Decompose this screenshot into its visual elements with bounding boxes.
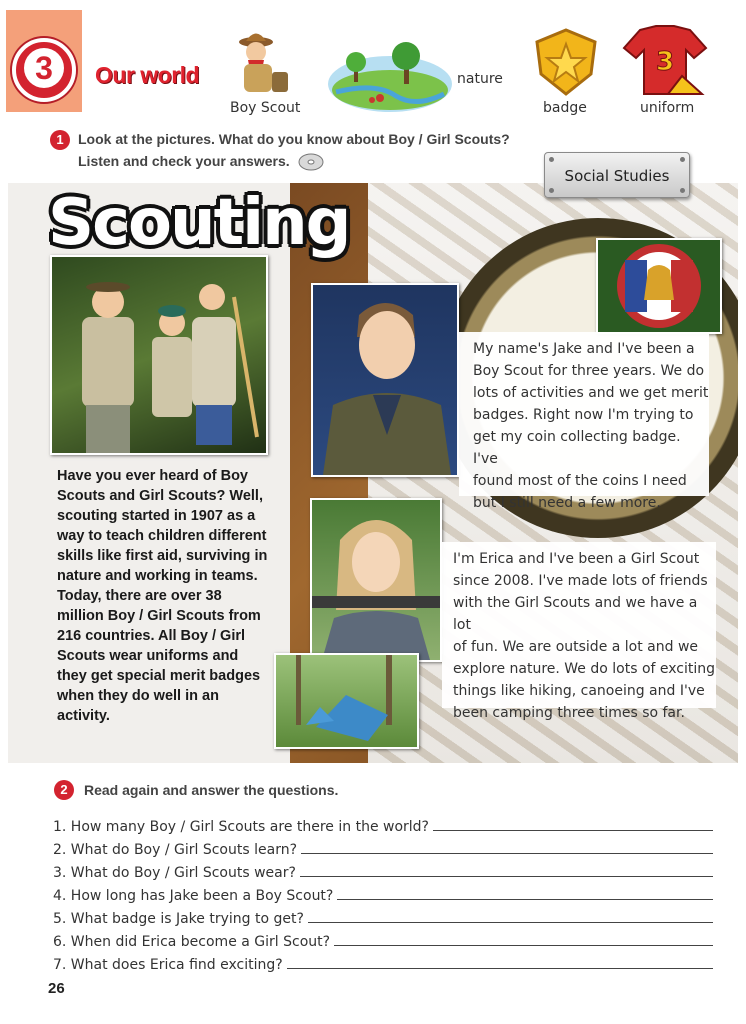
- task1-line2-text: Listen and check your answers.: [78, 153, 290, 169]
- tent-illustration: [276, 655, 417, 747]
- question-row: [53, 927, 713, 950]
- jake-text-box: [459, 332, 709, 511]
- article-title: Scouting: [48, 186, 350, 260]
- jake-paragraph: My name's Jake and I've been a Boy Scout for three years. We do lots of activities and we get merit badges. Right now I'm trying to get my coin collecting badge. I've found most of the coins I need but I still need a few more.: [473, 341, 709, 511]
- answer-line[interactable]: [287, 968, 713, 969]
- camping-photo: [274, 653, 419, 749]
- answer-line[interactable]: [433, 830, 713, 831]
- question-row: [53, 904, 713, 927]
- audio-cd-icon[interactable]: [298, 153, 324, 171]
- subject-tag: [544, 152, 690, 198]
- question-list: [53, 812, 713, 973]
- task-number-1: 1: [50, 130, 70, 150]
- vocab-label-boy-scout: Boy Scout: [230, 100, 301, 116]
- erica-paragraph: I'm Erica and I've been a Girl Scout since 2008. I've made lots of friends with the Girl Scouts and we have a lot of fun. We are outside a lot and we explore nature. We do lots of exciting things like hiking, canoeing and I've been camping three times so far.: [453, 551, 716, 721]
- subject-tag-label: Social Studies: [564, 167, 670, 185]
- question-row: [53, 812, 713, 835]
- task-number-2: 2: [54, 780, 74, 800]
- question-text: 2. What do Boy / Girl Scouts learn?: [53, 842, 298, 858]
- article-intro: Have you ever heard of Boy Scouts and Girl Scouts? Well, scouting started in 1907 as a way to teach children different skills like first aid, surviving in nature and working in teams. Today, there are over 38 million Boy / Girl Scouts from 216 countries. All Boy / Girl Scouts wear uniforms and they get special merit badges when they do well in an activity.: [57, 468, 268, 724]
- unit-number: 3: [24, 48, 64, 88]
- vocab-label-uniform: uniform: [640, 100, 695, 116]
- unit-title: Our world: [95, 62, 200, 88]
- liberty-bell-badge: [598, 240, 720, 332]
- question-text: 5. What badge is Jake trying to get?: [53, 911, 304, 927]
- question-row: [53, 858, 713, 881]
- svg-text:3: 3: [656, 47, 675, 77]
- badge-icon: [531, 28, 601, 96]
- unit-number-badge: [12, 38, 76, 102]
- erica-photo: [310, 498, 442, 662]
- page-number: 26: [48, 980, 65, 997]
- answer-line[interactable]: [308, 922, 713, 923]
- boy-scouts-photo: [50, 255, 268, 455]
- task2-instruction: Read again and answer the questions.: [84, 782, 339, 798]
- question-row: [53, 950, 713, 973]
- boy-scout-icon: [232, 28, 296, 100]
- question-text: 7. What does Erica find exciting?: [53, 957, 283, 973]
- erica-text-box: [442, 542, 716, 721]
- uniform-icon: [622, 24, 708, 98]
- jake-photo: [311, 283, 459, 477]
- merit-badge-photo: [596, 238, 722, 334]
- screw-icon: [680, 157, 685, 162]
- question-text: 1. How many Boy / Girl Scouts are there in the world?: [53, 819, 429, 835]
- question-row: [53, 881, 713, 904]
- task1-instruction: [78, 128, 510, 172]
- erica-illustration: [312, 500, 440, 660]
- question-text: 4. How long has Jake been a Boy Scout?: [53, 888, 334, 904]
- answer-line[interactable]: [334, 945, 713, 946]
- screw-icon: [680, 188, 685, 193]
- question-text: 3. What do Boy / Girl Scouts wear?: [53, 865, 296, 881]
- vocab-label-nature: nature: [457, 71, 503, 87]
- question-row: [53, 835, 713, 858]
- screw-icon: [549, 188, 554, 193]
- answer-line[interactable]: [301, 853, 713, 854]
- answer-line[interactable]: [337, 899, 713, 900]
- boy-scouts-illustration: [52, 257, 266, 453]
- screw-icon: [549, 157, 554, 162]
- question-text: 6. When did Erica become a Girl Scout?: [53, 934, 331, 950]
- jake-illustration: [313, 285, 457, 475]
- answer-line[interactable]: [300, 876, 713, 877]
- vocab-label-badge: badge: [543, 100, 587, 116]
- nature-icon: [326, 36, 454, 114]
- task1-line2: [78, 150, 510, 172]
- task1-line1: Look at the pictures. What do you know about Boy / Girl Scouts?: [78, 131, 510, 147]
